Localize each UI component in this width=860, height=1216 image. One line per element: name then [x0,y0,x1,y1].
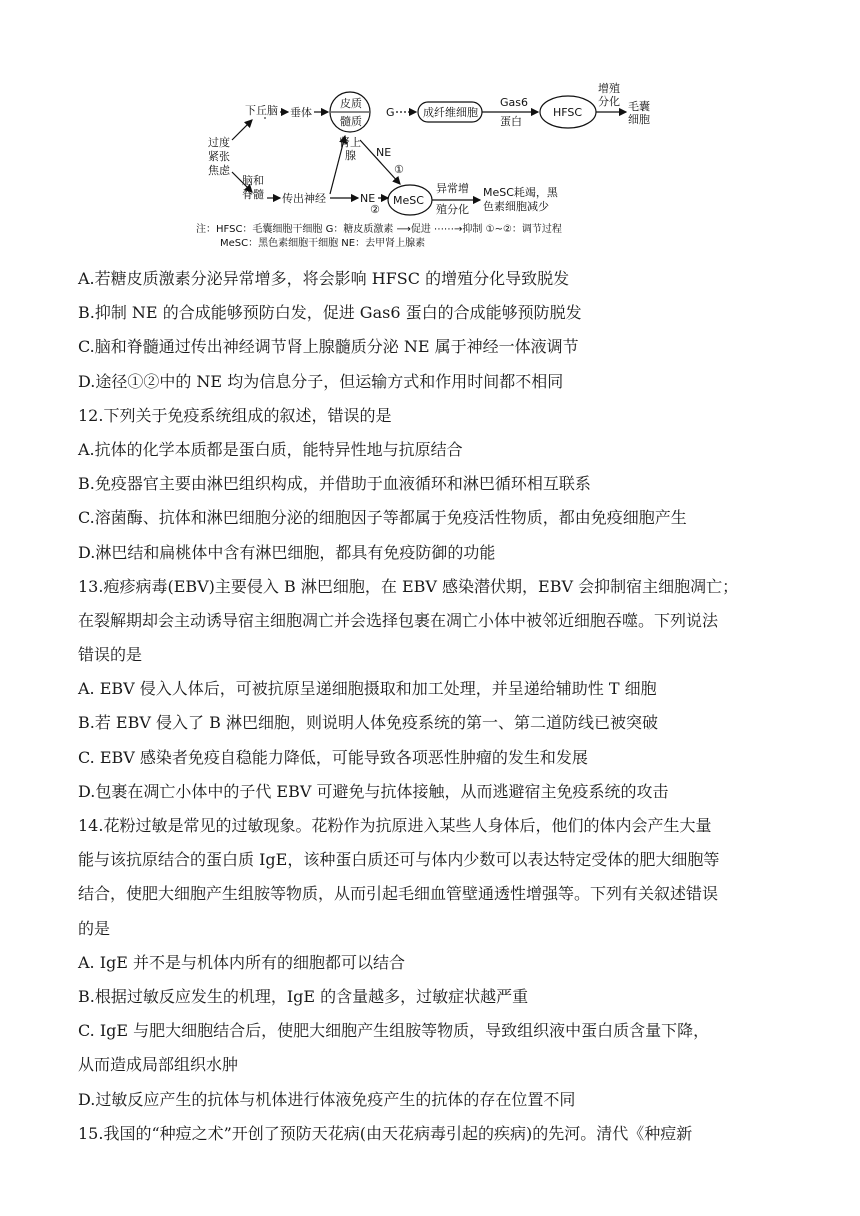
hair-cell-label [628,99,650,126]
svg-text:蛋白: 蛋白 [500,115,522,128]
q13-stem-2: 在裂解期却会主动诱导宿主细胞凋亡并会选择包裹在凋亡小体中被邻近细胞吞噬。下列说法 [78,610,719,630]
pituitary-label: 垂体 [290,106,312,119]
svg-text:分化: 分化 [598,95,620,108]
mesc-node [388,185,432,215]
svg-text:殖分化: 殖分化 [436,203,469,216]
svg-text:毛囊: 毛囊 [628,100,650,113]
svg-text:脑和: 脑和 [242,174,264,187]
adrenal-cortex-circle [330,92,370,132]
ne2-label: NE [360,192,376,205]
q12-stem: 12.下列关于免疫系统组成的叙述，错误的是 [78,405,392,425]
svg-text:MeSC耗竭，黑: MeSC耗竭，黑 [483,186,558,199]
diagram-note-2: MeSC：黑色素细胞干细胞 NE：去甲肾上腺素 [220,238,426,249]
q11-option-d: D.途径①②中的 NE 均为信息分子，但运输方式和作用时间都不相同 [78,371,564,391]
svg-text:细胞: 细胞 [628,113,650,126]
q14-option-c-1: C. IgE 与肥大细胞结合后，使肥大细胞产生组胺等物质，导致组织液中蛋白质含量下降， [78,1021,710,1041]
svg-text:HFSC: HFSC [553,106,583,119]
q13-stem-1: 13.疱疹病毒(EBV)主要侵入 B 淋巴细胞，在 EBV 感染潜伏期，EBV 会抑制宿主细胞凋亡； [78,576,739,596]
q12-option-c: C.溶菌酶、抗体和淋巴细胞分泌的细胞因子等都属于免疫活性物质，都由免疫细胞产生 [78,508,687,528]
abnormal-label [436,181,469,216]
q14-option-a: A. IgE 并不是与机体内所有的细胞都可以结合 [78,952,406,972]
g-label: G [386,106,395,119]
q13-option-c: C. EBV 感染者免疫自稳能力降低，可能导致各项恶性肿瘤的发生和发展 [78,747,588,767]
svg-text:肾上: 肾上 [339,136,361,149]
q12-option-a: A.抗体的化学本质都是蛋白质，能特异性地与抗原结合 [78,439,463,459]
circle2-label: ② [370,203,380,216]
hfsc-node [540,96,596,128]
svg-text:皮质: 皮质 [340,97,362,110]
question-text [78,262,798,1151]
svg-text:过度: 过度 [208,136,230,149]
q11-option-c: C.脑和脊髓通过传出神经调节肾上腺髓质分泌 NE 属于神经一体液调节 [78,337,579,357]
svg-text:紧张: 紧张 [208,150,230,163]
q14-stem-2: 能与该抗原结合的蛋白质 IgE，该种蛋白质还可与体内少数可以表达特定受体的肥大细胞等 [78,850,720,870]
q15-stem-1: 15.我国的“种痘之术”开创了预防天花病(由天花病毒引起的疾病)的先河。清代《种痘新 [78,1123,693,1143]
q14-option-c-2: 从而造成局部组织水肿 [78,1055,239,1075]
q11-option-a: A.若糖皮质激素分泌异常增多，将会影响 HFSC 的增殖分化导致脱发 [78,269,570,288]
arrow-efferent-adrenal [330,136,345,194]
diagram-note-1: 注：HFSC：毛囊细胞干细胞 G：糖皮质激素 ⟶促进 ⋯⋯→抑制 ①~②：调节过程 [196,224,562,235]
q12-option-d: D.淋巴结和扁桃体中含有淋巴细胞，都具有免疫防御的功能 [78,542,496,562]
q14-option-d: D.过敏反应产生的抗体与机体进行体液免疫产生的抗体的存在位置不同 [78,1089,576,1109]
q13-option-b: B.若 EBV 侵入了 B 淋巴细胞，则说明人体免疫系统的第一、第二道防线已被突破 [78,713,658,733]
stress-node [208,135,231,177]
regulation-diagram [190,80,650,250]
q11-option-b: B.抑制 NE 的合成能够预防白发，促进 Gas6 蛋白的合成能够预防脱发 [78,303,582,323]
brain-spinal-label [242,174,264,201]
svg-text:髓质: 髓质 [340,115,362,128]
svg-text:异常增: 异常增 [436,182,469,195]
svg-text:成纤维细胞: 成纤维细胞 [423,106,478,119]
efferent-label: 传出神经 [282,192,326,205]
svg-text:色素细胞减少: 色素细胞减少 [483,200,549,213]
q14-stem-3: 结合，使肥大细胞产生组胺等物质，从而引起毛细血管壁通透性增强等。下列有关叙述错误 [78,884,719,904]
q14-stem-1: 14.花粉过敏是常见的过敏现象。花粉作为抗原进入某些人身体后，他们的体内会产生大量 [78,816,712,835]
hypothalamus-label: 下丘脑 [245,104,278,117]
depletion-label [483,185,559,213]
svg-text:脊髓: 脊髓 [242,188,264,201]
ne1-label: NE [376,146,392,159]
q13-stem-3: 错误的是 [78,645,143,665]
svg-text:Gas6: Gas6 [500,96,528,109]
q14-option-b: B.根据过敏反应发生的机理，IgE 的含量越多，过敏症状越严重 [78,986,529,1006]
q14-stem-4: 的是 [78,918,111,938]
svg-text:焦虑: 焦虑 [208,164,230,177]
circle1-label: ① [394,163,404,176]
svg-text:腺: 腺 [345,149,356,162]
prolif-hfsc-label [598,81,620,108]
arrow-stress-hypothalamus [232,120,252,140]
q12-option-b: B.免疫器官主要由淋巴组织构成，并借助于血液循环和淋巴循环相互联系 [78,474,591,494]
svg-text:MeSC: MeSC [393,194,424,207]
q13-option-d: D.包裹在凋亡小体中的子代 EBV 可避免与抗体接触，从而逃避宿主免疫系统的攻击 [78,781,669,801]
q13-option-a: A. EBV 侵入人体后，可被抗原呈递细胞摄取和加工处理，并呈递给辅助性 T 细胞 [78,679,657,699]
fibroblast-node [418,102,482,122]
svg-text:增殖: 增殖 [598,82,620,95]
